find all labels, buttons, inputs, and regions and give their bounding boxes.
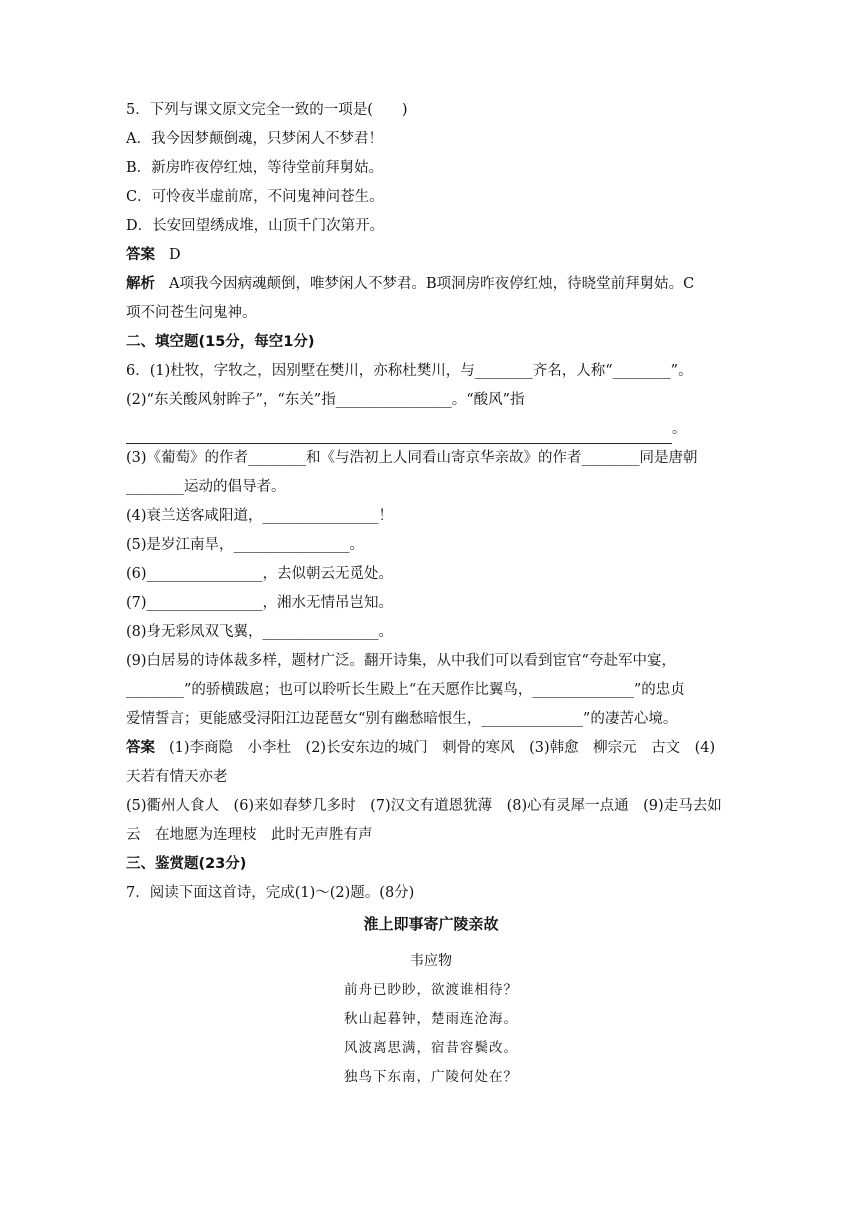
q5-analysis-line-1 [126, 270, 736, 299]
q6-part-3b: ________运动的倡导者。 [126, 479, 286, 495]
answer-label: 答案 [126, 247, 155, 263]
q6-part-6: (6)________________，去似朝云无觅处。 [126, 566, 394, 582]
poem-line: 风波离思满，宿昔容鬓改。 [344, 1040, 518, 1056]
q5-analysis-text-1: A项我今因病魂颠倒，唯梦闲人不梦君。B项洞房昨夜停红烛，待晓堂前拜舅姑。C [169, 276, 695, 292]
q5-answer [126, 241, 736, 270]
poem-line: 独鸟下东南，广陵何处在？ [344, 1069, 518, 1085]
document-page [126, 96, 736, 1092]
q6-part-9c: 爱情誓言；更能感受浔阳江边琵琶女“别有幽愁暗恨生，______________”的凄苦心境。 [126, 711, 678, 727]
q6-part-2: (2)“东关酸风射眸子”，“东关”指________________。“酸风”指 [126, 392, 525, 408]
q6-part-8: (8)身无彩凤双飞翼，________________。 [126, 624, 394, 640]
poem-title: 淮上即事寄广陵亲故 [363, 915, 499, 933]
q6-answer-line-3: (5)衢州人食人 (6)来如春梦几多时 (7)汉文有道恩犹薄 (8)心有灵犀一点通 (9)走马去如 [126, 798, 722, 814]
poem-line: 秋山起暮钟，楚雨连沧海。 [344, 1011, 518, 1027]
q6-part-3a: (3)《葡萄》的作者________和《与浩初上人同看山寄京华亲故》的作者________同是唐朝 [126, 450, 698, 466]
q6-part-9a: (9)白居易的诗体裁多样，题材广泛。翻开诗集，从中我们可以看到宦官“夸赴军中宴， [126, 653, 676, 669]
section-2-title: 二、填空题(15分，每空1分) [126, 334, 315, 350]
q6-part-9b: ________”的骄横跋扈；也可以聆听长生殿上“在天愿作比翼鸟，______________”的忠贞 [126, 682, 685, 698]
q5-option-b: B．新房昨夜停红烛，等待堂前拜舅姑。 [126, 160, 384, 176]
answer-label: 答案 [126, 740, 155, 756]
q5-answer-value: D [169, 247, 181, 263]
q5-stem: 5．下列与课文原文完全一致的一项是( ) [126, 102, 408, 118]
q5-option-c: C．可怜夜半虚前席，不问鬼神问苍生。 [126, 189, 384, 205]
poem [126, 910, 736, 1092]
q6-part-4: (4)衰兰送客咸阳道，________________！ [126, 508, 394, 524]
q6-answer-text-1: (1)李商隐 小李杜 (2)长安东边的城门 刺骨的寒风 (3)韩愈 柳宗元 古文 (4) [169, 740, 716, 756]
q6-part-2-end: 。 [672, 421, 687, 437]
q6-part-5: (5)是岁江南旱，________________。 [126, 537, 365, 553]
q6-answer-line-2: 天若有情天亦老 [126, 769, 228, 785]
q5-option-d: D．长安回望绣成堆，山顶千门次第开。 [126, 218, 385, 234]
analysis-label: 解析 [126, 276, 155, 292]
q6-answer-line-1 [126, 734, 736, 763]
q5-option-a: A．我今因梦颠倒魂，只梦闲人不梦君！ [126, 131, 383, 147]
q6-answer-line-4: 云 在地愿为连理枝 此时无声胜有声 [126, 827, 373, 843]
blank-line [126, 425, 672, 444]
q5-analysis-line-2: 项不问苍生问鬼神。 [126, 305, 257, 321]
q6-part-1: 6．(1)杜牧，字牧之，因别墅在樊川，亦称杜樊川，与________齐名，人称“________”。 [126, 363, 693, 379]
poem-line: 前舟已眇眇，欲渡谁相待？ [344, 982, 518, 998]
q6-part-2-blank-line [126, 415, 736, 444]
q6-part-7: (7)________________，湘水无情吊岂知。 [126, 595, 394, 611]
section-3-title: 三、鉴赏题(23分) [126, 856, 247, 872]
q7-stem: 7．阅读下面这首诗，完成(1)～(2)题。(8分) [126, 885, 415, 901]
poem-author: 韦应物 [410, 953, 452, 969]
